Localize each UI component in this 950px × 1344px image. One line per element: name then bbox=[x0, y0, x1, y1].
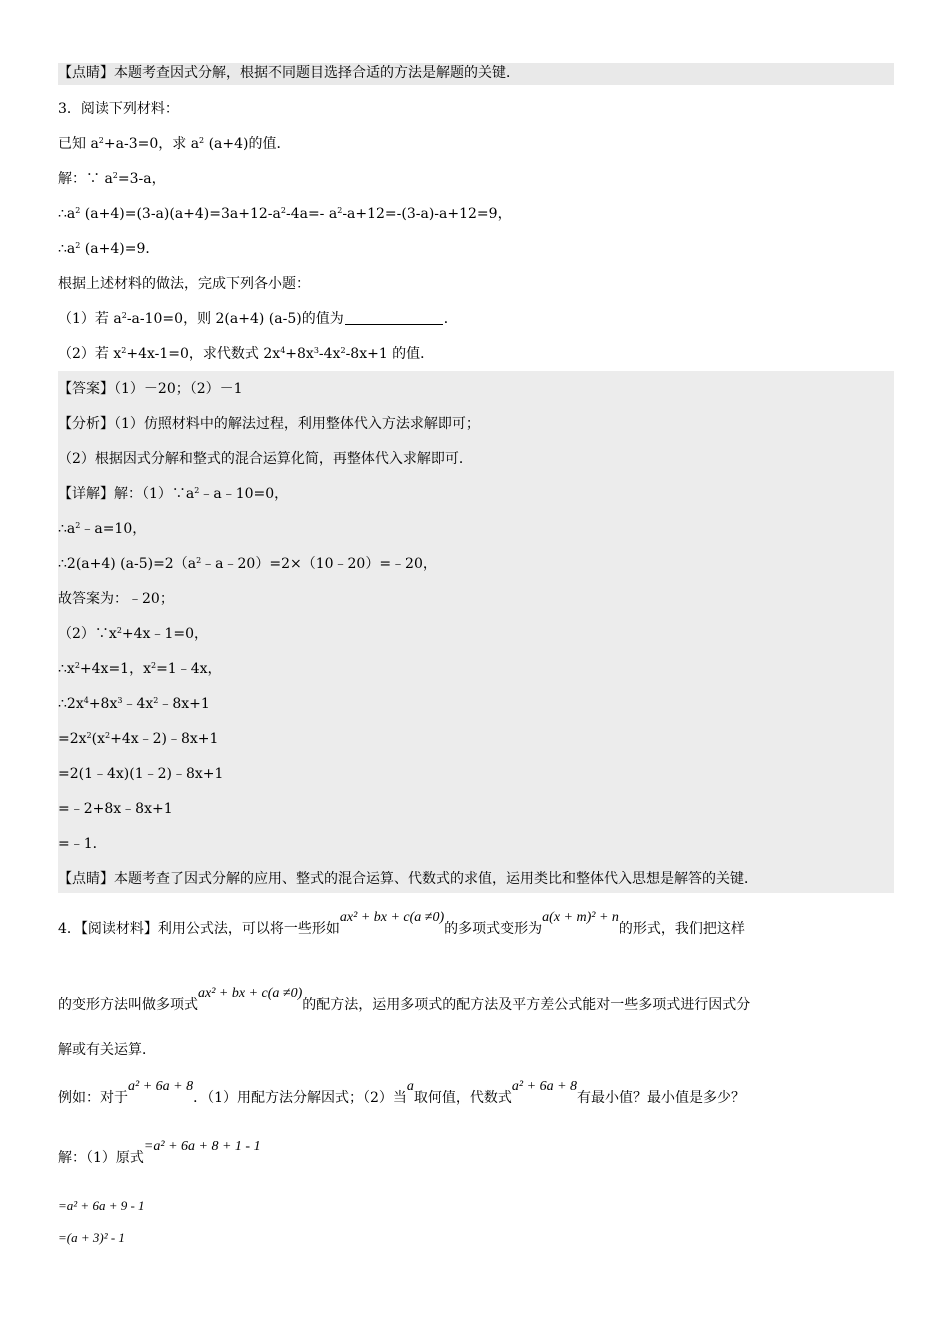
detail-line-2: $\therefore a^2﹣a=10$， bbox=[58, 521, 147, 537]
detail-line-7: $\therefore 2x^4+8x^3﹣4x^2﹣8x+1$ bbox=[58, 696, 210, 712]
q4-example: 例如：对于a² + 6a + 8．（1）用配方法分解因式；（2）当a取何值，代数式a² + 6a + 8有最小值？最小值是多少？ bbox=[58, 1079, 746, 1106]
detail-line-9: =2(1﹣4x)(1﹣2)﹣8x+1 bbox=[58, 766, 224, 782]
q4-step-3 bbox=[58, 1228, 125, 1250]
q4-step-2 bbox=[58, 1196, 145, 1218]
q3-solution-step3: $\therefore a^2$ (a+4)=9． bbox=[58, 241, 160, 257]
detail-line-4: 故答案为：﹣20； bbox=[58, 591, 174, 607]
math-step-3: =(a + 3)² - 1 bbox=[58, 1230, 125, 1245]
q3-solution-step1: 解：∵ $a^2=3-a$， bbox=[58, 171, 166, 187]
detail-line-11: =﹣1． bbox=[58, 836, 107, 852]
q3-title: 3．阅读下列材料： bbox=[58, 101, 179, 117]
answer-line: 【答案】（1）－20；（2）－1 bbox=[58, 381, 243, 397]
detail-line-8: $=2x^2(x^2+4x﹣2)﹣8x+1$ bbox=[58, 731, 219, 747]
detail-line-5: $(2)\because x^2+4x﹣1=0$， bbox=[58, 626, 208, 642]
q3-instruction: 根据上述材料的做法，完成下列各小题： bbox=[58, 276, 310, 292]
q4-line-2: 的变形方法叫做多项式ax² + bx + c(a ≠0)的配方法，运用多项式的配方法及平方差公式能对一些多项式进行因式分 bbox=[58, 986, 751, 1013]
q3-solution-step2: $\therefore a^2$ $(a+4)=(3-a)(a+4)=3a+12-a^2-4a=-$ $a^2-a+12=-(3-a)-a+12=9$， bbox=[58, 206, 512, 222]
detail-line-10: =﹣2+8x﹣8x+1 bbox=[58, 801, 173, 817]
detail-line-3: ∴2(a+4) $(a-5)=2(a^2﹣a﹣20)=2\times(10﹣20)=﹣20$， bbox=[58, 556, 437, 572]
q3-given: 已知 $a^2+a-3=0$，求 $a^2$ (a+4)的值． bbox=[58, 136, 291, 152]
detail-line-1: 【详解】解：$(1)\because a^2﹣a﹣10=0$， bbox=[58, 486, 289, 502]
math-expression: a² + 6a + 8 bbox=[128, 1079, 194, 1094]
math-quadratic-form-2: ax² + bx + c(a ≠0) bbox=[198, 986, 303, 1001]
answer-blank[interactable] bbox=[345, 310, 443, 325]
q4-line-1: 4．【阅读材料】利用公式法，可以将一些形如ax² + bx + c(a ≠0)的多项式变形为a(x + m)² + n的形式，我们把这样 bbox=[58, 910, 745, 937]
q4-solution-start: 解：（1）原式=a² + 6a + 8 + 1 - 1 bbox=[58, 1139, 261, 1166]
math-vertex-form: a(x + m)² + n bbox=[542, 910, 619, 925]
math-step-2: =a² + 6a + 9 - 1 bbox=[58, 1198, 145, 1213]
analysis-line-1: 【分析】（1）仿照材料中的解法过程，利用整体代入方法求解即可； bbox=[58, 416, 480, 432]
top-comment: 【点睛】本题考查因式分解，根据不同题目选择合适的方法是解题的关键． bbox=[58, 63, 894, 85]
analysis-line-2: （2）根据因式分解和整式的混合运算化简，再整体代入求解即可． bbox=[58, 451, 473, 467]
q3-part2: （2）若 $x^2+4x-1=0$，求代数式 $2x^4+8x^3-4x^2-8x+1$ 的值． bbox=[58, 346, 435, 362]
q3-part1: （1）若 $a^2-a-10=0$，则 2(a+4) (a-5)的值为 ． bbox=[58, 311, 458, 327]
math-variable: a bbox=[406, 1079, 414, 1094]
answer-comment: 【点睛】本题考查了因式分解的应用、整式的混合运算、代数式的求值，运用类比和整体代入思想是解答的关键． bbox=[58, 871, 758, 887]
math-step-1: =a² + 6a + 8 + 1 - 1 bbox=[143, 1139, 261, 1154]
math-expression-2: a² + 6a + 8 bbox=[511, 1079, 578, 1094]
math-quadratic-form: ax² + bx + c(a ≠0) bbox=[339, 910, 445, 925]
detail-line-6: $\therefore x^2+4x=1$，$x^2=1﹣4x$， bbox=[58, 661, 222, 677]
q4-line-3: 解或有关运算． bbox=[58, 1042, 156, 1058]
